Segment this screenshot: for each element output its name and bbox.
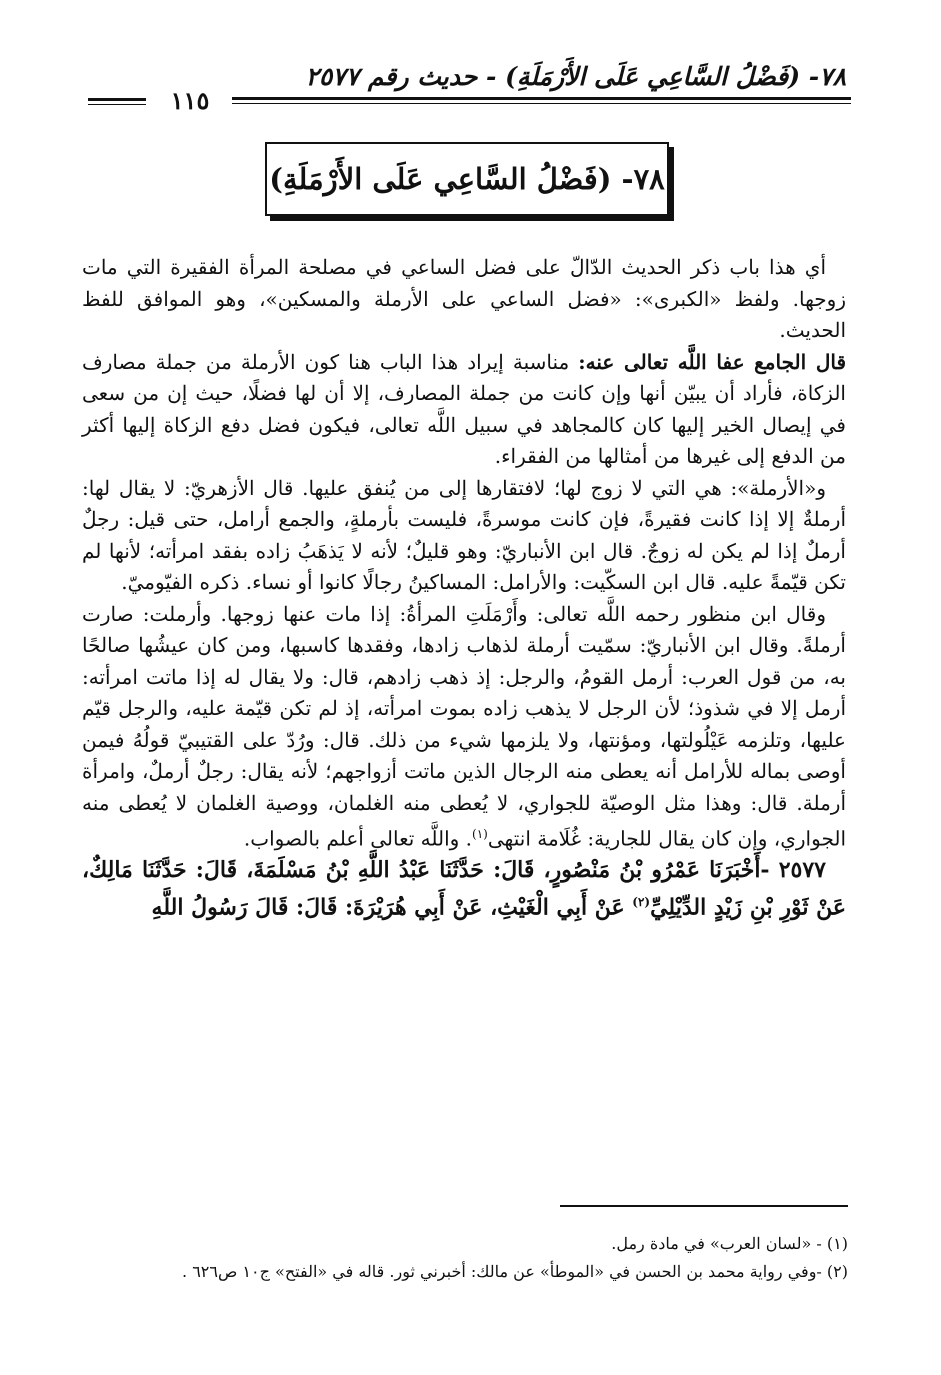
footnote-ref-1[interactable]: (١) [472,827,488,841]
header-rule-thin [232,103,851,104]
ibn-manzur-text: وقال ابن منظور رحمه اللَّه تعالى: وأَرْمَلَتِ المرأةُ: إذا مات عنها زوجها. وأرملت: صارت أرملةً. وقال ابن الأنباريّ: سمّيت أرملة لذهاب زادها، وفقدها كاسبها، ومن كان عيشُها صالحًا به، من قول العرب: أرمل القومُ، والرجل: إذ ذهب زادهم، قال: ولا يقال له إذا ماتت امرأته: أرمل إلا في شذوذ؛ لأن الرجل لا يذهب زاده بموت امرأته، إذ لم تكن قيّمة عليه، والرجل قيّم عليها، وتلزمه عَيْلُولتها، ومؤنتها، ولا يلزمها شيء من ذلك. قال: ورُدّ على القتيبيّ قولُهُ فيمن أوصى بماله للأرامل أنه يعطى منه الرجال الذين ماتت أزواجهم؛ لأنه يقال: رجلٌ أرملٌ، وامرأة أرملة. قال: وهذا مثل الوصيّة للجواري، لا يُعطى منه الغلمان، ووصية الغلمان لا يُعطى منه الجواري، وإن كان يقال للجارية: غُلَامة انتهى [82,601,846,851]
paragraph-intro: أي هذا باب ذكر الحديث الدّالّ على فضل الساعي في مصلحة المرأة الفقيرة التي مات زوجها. ولفظ «الكبرى»: «فضل الساعي على الأرملة والمسكين»، وهو الموافق للفظ الحديث. [82,255,846,342]
footnotes [82,1230,848,1286]
hadith-chain-a: ٢٥٧٧ -أَخْبَرَنَا عَمْرُو بْنُ مَنْصُورٍ، قَالَ: حَدَّثَنَا عَبْدُ اللَّهِ بْنُ مَسْلَمَةَ، قَالَ: حَدَّثَنَا مَالِكٌ، عَنْ ثَوْرِ بْنِ زَيْدٍ الدِّيْلِيِّ [82,857,846,920]
page-number-rule-thin [88,104,146,105]
body-text [82,252,846,923]
footnote-separator [560,1205,848,1207]
footnote-1: (١) - «لسان العرب» في مادة رمل. [611,1234,848,1253]
paragraph-definition: و«الأرملة»: هي التي لا زوج لها؛ لافتقارها إلى من يُنفق عليها. قال الأزهريّ: لا يقال لها: أرملةٌ إلا إذا كانت فقيرةً، فإن كانت موسرةً، فليست بأرملةٍ، والجمع أرامل، حتى قيل: رجلٌ أرملٌ إذا لم يكن له زوجٌ. قال ابن الأنباريّ: وهو قليلٌ؛ لأنه لا يَذهَبُ زاده بفقد امرأته؛ لأنها لم تكن قيّمةً عليه. قال ابن السكّيت: والأرامل: المساكينُ رجالًا كانوا أو نساء. ذكره الفيّوميّ. [82,475,846,594]
page-number: ١١٥ [170,86,210,115]
running-header-title: ٧٨- (فَضْلُ السَّاعِي عَلَى الأَرْمَلَةِ) - حديث رقم ٢٥٧٧ [305,62,846,91]
commentary-text: مناسبة إيراد هذا الباب هنا كون الأرملة من جملة مصارف الزكاة، فأراد أن يبيّن أنها وإن كانت من جملة المصارف، إلا أن لها فضلًا، حيث إن من سعى في إيصال الخير إليها كان كالمجاهد في سبيل اللَّه تعالى، فيكون فضل دفع الزكاة إليها أكثر من الدفع إلى غيرها من أمثالها من الفقراء. [82,349,846,468]
paragraph-commentary [82,347,846,473]
footnote-2: (٢) -وفي رواية محمد بن الحسن في «الموطأ» عن مالك: أخبرني ثور. قاله في «الفتح» ج١٠ ص٦٢٦ . [182,1262,848,1281]
hadith-text [82,855,846,923]
footnote-ref-2[interactable]: (٢) [632,894,651,909]
commentary-lead: قال الجامع عفا اللَّه تعالى عنه: [578,349,847,374]
chapter-title: ٧٨- (فَضْلُ السَّاعِي عَلَى الأَرْمَلَةِ) [265,142,669,216]
page-number-rule [88,98,146,101]
header-rule [232,97,851,100]
ibn-manzur-end: . واللَّه تعالى أعلم بالصواب. [243,826,473,851]
hadith-chain-b: عَنْ أَبِي الْغَيْثِ، عَنْ أَبِي هُرَيْرَةَ: قَالَ: قَالَ رَسُولُ اللَّهِ [151,893,633,920]
paragraph-ibn-manzur [82,599,846,856]
